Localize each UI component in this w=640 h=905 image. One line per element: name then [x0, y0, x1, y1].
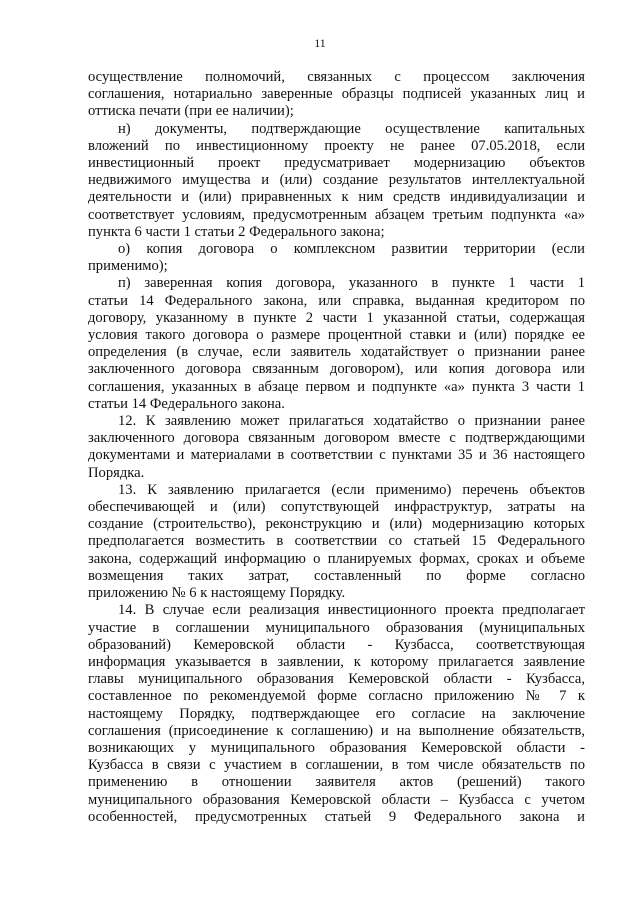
text-line: статьи 14 Федерального закона, или справка, выданная кредитором по	[88, 292, 585, 309]
text-line: применению в отношении заявителя актов (решений) такого	[88, 774, 585, 791]
text-line: статьи 14 Федерального закона.	[88, 395, 285, 412]
text-line: заключенного договора связанным договором), или копия договора или	[88, 361, 585, 378]
text-line: заключенного договора связанным договором вместе с подтверждающими	[88, 430, 585, 447]
document-body	[88, 69, 585, 826]
text-line: недвижимого имущества и (или) создание результатов интеллектуальной	[88, 172, 585, 189]
text-line: возмещения таких затрат, составленный по форме согласно	[88, 567, 585, 584]
text-line: настоящему Порядку, подтверждающее его согласие на заключение	[88, 705, 585, 722]
text-line: о) копия договора о комплексном развитии территории (если	[118, 241, 585, 258]
text-line: главы муниципального образования Кемеровской области - Кузбасса,	[88, 671, 585, 688]
page-number: 11	[314, 36, 326, 50]
text-line: 13. К заявлению прилагается (если применимо) перечень объектов	[118, 481, 585, 498]
text-line: вложений по инвестиционному проекту не ранее 07.05.2018, если	[88, 137, 585, 154]
text-line: п) заверенная копия договора, указанного в пункте 1 части 1	[118, 275, 585, 292]
text-line: образований) Кемеровской области - Кузбасса, соответствующая	[88, 636, 585, 653]
text-line: деятельности и (или) приравненных к ним средств индивидуализации и	[88, 189, 585, 206]
text-line: соответствует условиям, предусмотренным абзацем третьим подпункта «а»	[88, 206, 585, 223]
text-line: пункта 6 части 1 статьи 2 Федерального закона;	[88, 223, 385, 240]
text-line: информация указывается в заявлении, к которому прилагается заявление	[88, 653, 585, 670]
text-line: 14. В случае если реализация инвестиционного проекта предполагает	[118, 602, 585, 619]
text-line: предполагается возместить в соответствии со статьей 15 Федерального	[88, 533, 585, 550]
text-line: закона, содержащий информацию о планируемых формах, сроках и объеме	[88, 550, 585, 567]
text-line: условия такого договора о размере процентной ставки и (или) порядке ее	[88, 327, 585, 344]
text-line: соглашения, указанных в абзаце первом и подпункте «а» пункта 3 части 1	[88, 378, 585, 395]
text-line: Порядка.	[88, 464, 145, 481]
text-line: инвестиционный проект предусматривает модернизацию объектов	[88, 155, 585, 172]
text-line: обеспечивающей и (или) сопутствующей инфраструктур, затраты на	[88, 499, 585, 516]
text-line: составленное по рекомендуемой форме согласно приложению № 7 к	[88, 688, 585, 705]
text-line: н) документы, подтверждающие осуществление капитальных	[118, 120, 585, 137]
text-line: муниципального образования Кемеровской области – Кузбасса с учетом	[88, 791, 585, 808]
text-line: Кузбасса в связи с участием в соглашении, в том числе обязательств по	[88, 757, 585, 774]
text-line: договору, указанному в пункте 2 части 1 указанной статьи, содержащая	[88, 309, 585, 326]
text-line: 12. К заявлению может прилагаться ходатайство о признании ранее	[118, 413, 585, 430]
text-line: особенностей, предусмотренных статьей 9 Федерального закона и	[88, 808, 585, 825]
text-line: применимо);	[88, 258, 168, 275]
text-line: осуществление полномочий, связанных с процессом заключения	[88, 69, 585, 85]
text-line: оттиска печати (при ее наличии);	[88, 103, 294, 120]
text-line: приложению № 6 к настоящему Порядку.	[88, 585, 346, 602]
text-line: участие в соглашении муниципального образования (муниципальных	[88, 619, 585, 636]
text-line: соглашения, нотариально заверенные образцы подписей указанных лиц и	[88, 86, 585, 103]
text-line: создание (строительство), реконструкцию и (или) модернизацию которых	[88, 516, 585, 533]
text-line: определения (в случае, если заявитель ходатайствует о признании ранее	[88, 344, 585, 361]
text-line: возникающих у муниципального образования Кемеровской области -	[88, 739, 585, 756]
text-line: документами и материалами в соответствии с пунктами 35 и 36 настоящего	[88, 447, 585, 464]
text-line: соглашения (присоединение к соглашению) и на выполнение обязательств,	[88, 722, 585, 739]
